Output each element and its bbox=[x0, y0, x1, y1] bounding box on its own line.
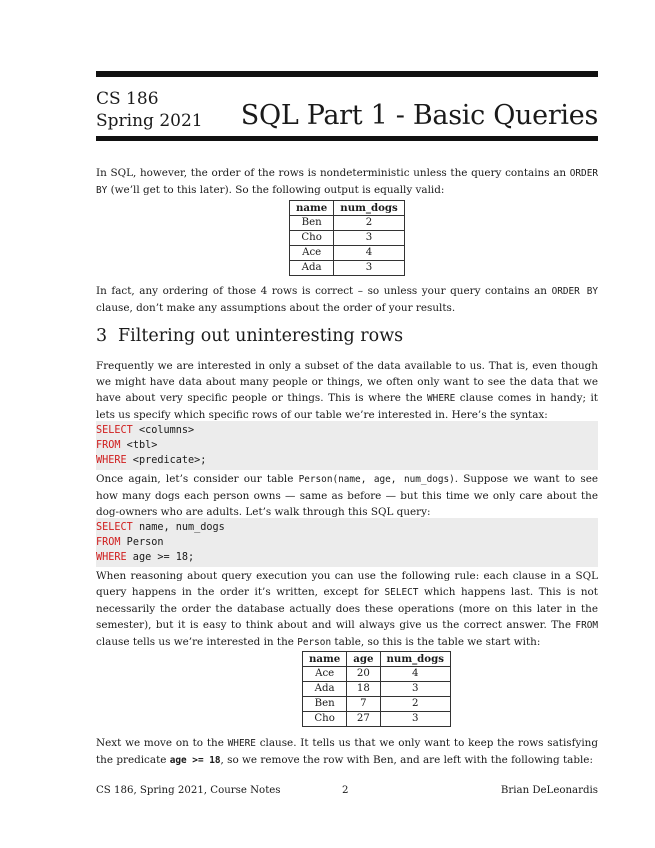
inline-code: Person(name, age, num_dogs) bbox=[298, 474, 455, 485]
inline-code: Person bbox=[297, 637, 332, 648]
code-line: FROM <tbl> bbox=[96, 440, 158, 451]
table-cell: 27 bbox=[347, 712, 380, 727]
table-cell: 18 bbox=[347, 682, 380, 697]
column-header: age bbox=[347, 652, 380, 667]
table-header-row bbox=[290, 201, 405, 216]
table-cell: Ace bbox=[290, 246, 334, 261]
table-cell: 7 bbox=[347, 697, 380, 712]
course-name: CS 186 bbox=[96, 89, 159, 109]
inline-code: ORDER BY bbox=[551, 286, 598, 297]
table-cell: Ben bbox=[290, 216, 334, 231]
table-cell: 3 bbox=[380, 712, 450, 727]
column-header: name bbox=[290, 201, 334, 216]
table-row bbox=[303, 697, 451, 712]
table-cell: Ada bbox=[303, 682, 347, 697]
table-cell: 20 bbox=[347, 667, 380, 682]
inline-code: SELECT bbox=[384, 587, 419, 598]
column-header: num_dogs bbox=[334, 201, 404, 216]
column-header: num_dogs bbox=[380, 652, 450, 667]
paragraph-order-nondeterministic: In SQL, however, the order of the rows is nondeterministic unless the query contains an ORDER BY (we’ll get to this later). So the following output is equally valid: bbox=[96, 167, 598, 196]
table-cell: 2 bbox=[334, 216, 404, 231]
code-line: SELECT name, num_dogs bbox=[96, 522, 225, 533]
table-cell: Cho bbox=[303, 712, 347, 727]
table-row bbox=[303, 712, 451, 727]
table-row bbox=[290, 261, 405, 276]
paragraph-execution-order: When reasoning about query execution you can use the following rule: each clause in a SQL query happens in the order it’s written, except for SELECT which happens last. This is not necessarily the order the database actually does these operations (more on this later in the semester), but it is easy to think about and will always give us the correct answer. The FROM clause tells us we’re interested in the Person table, so this is the table we start with: bbox=[96, 570, 598, 648]
page-title: SQL Part 1 - Basic Queries bbox=[240, 100, 598, 131]
code-line: SELECT <columns> bbox=[96, 425, 195, 436]
table-header-row bbox=[303, 652, 451, 667]
table-cell: 3 bbox=[334, 231, 404, 246]
column-header: name bbox=[303, 652, 347, 667]
code-line: WHERE age >= 18; bbox=[96, 552, 195, 563]
table-row bbox=[290, 246, 405, 261]
table-cell: Ace bbox=[303, 667, 347, 682]
code-line: WHERE <predicate>; bbox=[96, 455, 207, 466]
table-cell: 4 bbox=[380, 667, 450, 682]
paragraph-where-intro: Frequently we are interested in only a subset of the data available to us. That is, even though we might have data about many people or things, we often only want to see the data that we have about very specific people or things. This is where the WHERE clause comes in handy; it lets us specify which specific rows of our table we’re interested in. Here’s the syntax: bbox=[96, 360, 598, 421]
inline-code: WHERE bbox=[427, 393, 456, 404]
section-heading bbox=[96, 325, 403, 347]
table-cell: 3 bbox=[334, 261, 404, 276]
table-row bbox=[303, 667, 451, 682]
code-block-query bbox=[96, 518, 598, 567]
course-term: Spring 2021 bbox=[96, 111, 203, 131]
footer-page-number: 2 bbox=[342, 785, 349, 796]
code-line: FROM Person bbox=[96, 537, 164, 548]
table-cell: Ben bbox=[303, 697, 347, 712]
paragraph-person-example: Once again, let’s consider our table Person(name, age, num_dogs). Suppose we want to see how many dogs each person owns — same as before — but this time we only care about the dog-owners who are adults. Let’s walk through this SQL query: bbox=[96, 473, 598, 518]
table-row bbox=[303, 682, 451, 697]
table-row bbox=[290, 231, 405, 246]
output-table-reordered bbox=[289, 200, 405, 276]
paragraph-any-ordering: In fact, any ordering of those 4 rows is correct – so unless your query contains an ORDER BY clause, don’t make any assumptions about the order of your results. bbox=[96, 285, 598, 314]
course-info bbox=[96, 88, 203, 132]
code-block-syntax bbox=[96, 421, 598, 470]
table-cell: Cho bbox=[290, 231, 334, 246]
table-cell: 3 bbox=[380, 682, 450, 697]
footer-author: Brian DeLeonardis bbox=[500, 785, 598, 796]
table-cell: 4 bbox=[334, 246, 404, 261]
table-row bbox=[290, 216, 405, 231]
paragraph-where-filter: Next we move on to the WHERE clause. It tells us that we only want to keep the rows satisfying the predicate age >= 18, so we remove the row with Ben, and are left with the following table: bbox=[96, 737, 598, 766]
section-number: 3 bbox=[96, 326, 108, 346]
inline-code: age >= 18 bbox=[169, 755, 221, 766]
header-rule-top bbox=[96, 71, 598, 77]
table-cell: Ada bbox=[290, 261, 334, 276]
person-table bbox=[302, 651, 451, 727]
inline-code: FROM bbox=[575, 620, 598, 631]
section-title: Filtering out uninteresting rows bbox=[118, 326, 404, 346]
header-rule-bottom bbox=[96, 136, 598, 141]
table-cell: 2 bbox=[380, 697, 450, 712]
footer-course-notes: CS 186, Spring 2021, Course Notes bbox=[96, 785, 281, 796]
inline-code: WHERE bbox=[227, 738, 256, 749]
inline-code: ORDER BY bbox=[96, 168, 598, 196]
